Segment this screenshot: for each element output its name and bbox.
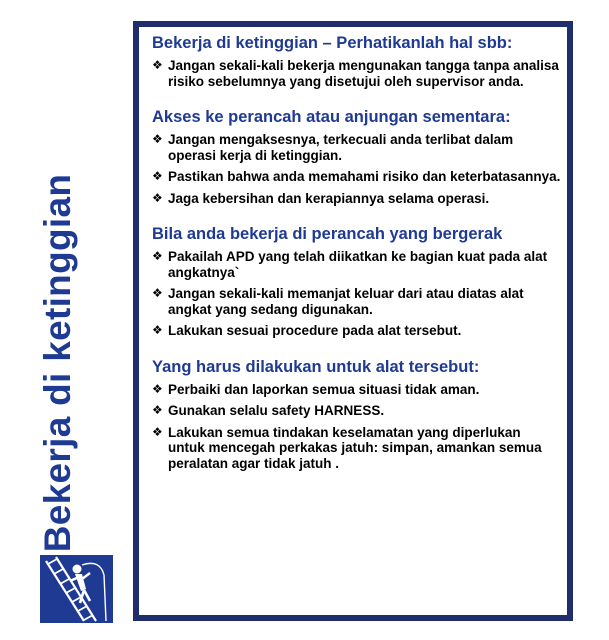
notice-section [152,357,561,472]
bullet-text: Lakukan semua tindakan keselamatan yang diperlukan untuk mencegah perkakas jatuh: simpan, amankan semua peralatan agar tidak jatuh . [168,424,542,471]
bullet-text: Pastikan bahwa anda memahami risiko dan keterbatasannya. [168,169,561,184]
diamond-bullet-icon: ❖ [152,286,163,300]
bullet-text: Lakukan sesuai procedure pada alat tersebut. [168,323,462,338]
bullet-item [152,249,561,280]
diamond-bullet-icon: ❖ [152,190,163,205]
diamond-bullet-icon: ❖ [152,323,163,337]
worker-on-ladder-icon [40,555,113,623]
diamond-bullet-icon: ❖ [152,249,163,263]
diamond-bullet-icon: ❖ [152,169,163,183]
bullet-item [152,132,561,163]
notice-section [152,224,561,339]
notice-section [152,33,561,89]
notice-section [152,107,561,206]
section-heading: Bekerja di ketinggian – Perhatikanlah hal sbb: [152,34,513,52]
section-heading: Akses ke perancah atau anjungan sementara: [152,108,511,126]
bullet-item [152,403,561,419]
bullet-text: Gunakan selalu safety HARNESS. [168,403,385,418]
section-heading: Bila anda bekerja di perancah yang bergerak [152,225,503,243]
bullet-item [152,58,561,89]
bullet-text: Jangan mengaksesnya, terkecuali anda terlibat dalam operasi kerja di ketinggian. [168,132,514,163]
bullet-text: Pakailah APD yang telah diikatkan ke bagian kuat pada alat angkatnya` [168,249,548,280]
diamond-bullet-icon: ❖ [152,132,163,146]
bullet-text: Jangan sekali-kali memanjat keluar dari atau diatas alat angkat yang sedang digunakan. [168,286,524,317]
section-heading: Yang harus dilakukan untuk alat tersebut: [152,357,480,376]
diamond-bullet-icon: ❖ [152,424,163,439]
safety-notice-panel [133,21,573,621]
bullet-item [152,169,561,185]
bullet-item [152,286,561,317]
bullet-text: Perbaiki dan laporkan semua situasi tidak aman. [168,381,480,397]
bullet-text: Jangan sekali-kali bekerja mengunakan tangga tanpa analisa risiko sebelumnya yang disetujui oleh supervisor anda. [168,58,559,89]
diamond-bullet-icon: ❖ [152,403,163,417]
notice-content [152,33,561,489]
bullet-item [152,191,561,207]
bullet-item [152,425,561,472]
side-title: Bekerja di ketinggian [37,173,78,553]
bullet-item [152,323,561,339]
bullet-text: Jaga kebersihan dan kerapiannya selama operasi. [168,190,490,206]
bullet-item [152,382,561,398]
diamond-bullet-icon: ❖ [152,381,163,396]
diamond-bullet-icon: ❖ [152,58,163,72]
